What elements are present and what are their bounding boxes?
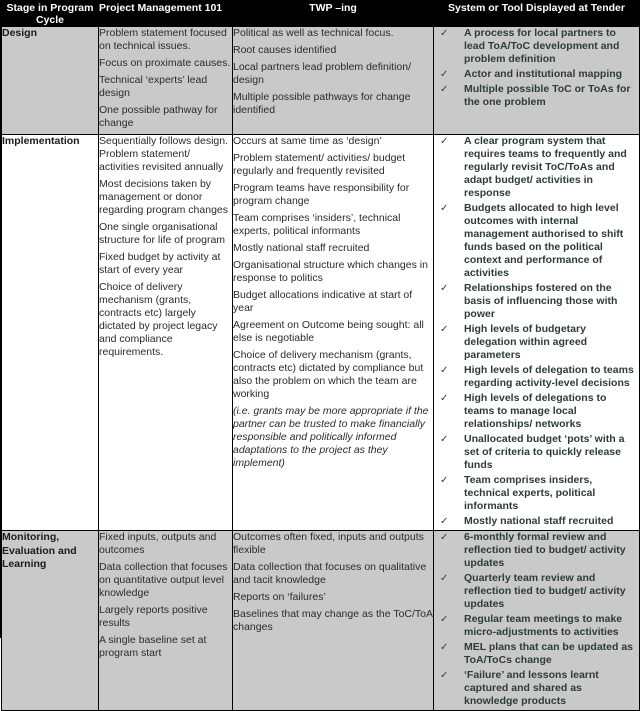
system-or-tool-cell	[434, 27, 640, 135]
list-item	[434, 474, 639, 513]
column-header-system-or-tool: System or Tool Displayed at Tender	[434, 2, 640, 27]
comparison-table	[1, 1, 640, 711]
list-item-label: Mostly national staff recruited	[464, 515, 614, 527]
system-or-tool-cell	[434, 531, 640, 711]
list-item: Technical ‘experts’ lead design	[99, 74, 208, 99]
list-item: Choice of delivery mechanism (grants, contracts etc) dictated by compliance but also the problem on which the team are working	[233, 349, 424, 400]
list-item	[434, 202, 639, 280]
list-item	[434, 68, 639, 81]
list-item-label: Budgets allocated to high level outcomes with internal management authorised to shift funds based on the political context and performance of activities	[464, 202, 624, 279]
twp-cell	[233, 27, 434, 135]
check-icon: ✓	[440, 283, 449, 294]
stage-cell: Implementation	[2, 135, 99, 531]
list-item	[434, 613, 639, 639]
list-item-label: Team comprises insiders, technical experts, political informants	[464, 474, 596, 512]
check-icon: ✓	[440, 365, 449, 376]
twp-cell	[233, 135, 434, 531]
list-item: Problem statement focused on technical issues.	[99, 27, 227, 52]
list-item: Fixed inputs, outputs and outcomes	[99, 531, 217, 556]
list-item: Largely reports positive results	[99, 604, 208, 629]
list-item	[434, 433, 639, 472]
check-icon: ✓	[440, 434, 449, 445]
twp-list	[233, 135, 433, 470]
table-row	[2, 135, 640, 531]
list-item: Local partners lead problem definition/ design	[233, 61, 412, 86]
project-management-list	[99, 135, 232, 359]
stage-cell: Monitoring, Evaluation and Learning	[2, 531, 99, 711]
check-icon: ✓	[440, 393, 449, 404]
list-item-label: Unallocated budget ‘pots’ with a set of criteria to quickly release funds	[464, 433, 625, 471]
list-item-label: Multiple possible ToC or ToAs for the one problem	[464, 83, 631, 108]
list-item	[434, 515, 639, 528]
list-item	[434, 364, 639, 390]
list-item: Budget allocations indicative at start of year	[233, 289, 413, 314]
list-item-label: A process for local partners to lead ToA/ToC development and problem definition	[464, 27, 620, 65]
check-icon: ✓	[440, 28, 449, 39]
project-management-list	[99, 531, 232, 660]
twp-list	[233, 27, 433, 117]
list-item: Fixed budget by activity at start of every year	[99, 251, 221, 276]
twp-list	[233, 531, 433, 634]
twp-italic-note: (i.e. grants may be more appropriate if the partner can be trusted to make financially responsible and politically informed adaptations to the project as they implement)	[233, 405, 429, 469]
column-header-twp: TWP –ing	[233, 2, 434, 27]
list-item-label: Quarterly team review and reflection tied to budget/ activity updates	[464, 572, 626, 610]
check-icon: ✓	[440, 614, 449, 625]
project-management-cell	[99, 135, 233, 531]
list-item-label: High levels of delegation to teams regarding activity-level decisions	[464, 364, 634, 389]
header-row	[2, 2, 640, 27]
column-header-project-management: Project Management 101	[99, 2, 233, 27]
list-item: Political as well as technical focus.	[233, 27, 394, 39]
list-item: Data collection that focuses on qualitative and tacit knowledge	[233, 561, 427, 586]
list-item-label: A clear program system that requires teams to frequently and regularly revisit ToC/ToAs and adapt budget/ activities in response	[464, 135, 627, 199]
list-item: Multiple possible pathways for change identified	[233, 91, 411, 116]
column-header-stage	[2, 2, 99, 27]
list-item-label: Regular team meetings to make micro-adjustments to activities	[464, 613, 623, 638]
table-row	[2, 531, 640, 711]
column-header-stage-line1: Stage in Program	[6, 2, 94, 14]
list-item: Most decisions taken by management or donor regarding program changes	[99, 178, 228, 216]
check-icon: ✓	[440, 573, 449, 584]
list-item: Team comprises ‘insiders’, technical experts, political informants	[233, 212, 401, 237]
list-item: Problem statement/ activities/ budget regularly and frequently revisited	[233, 152, 406, 177]
list-item	[434, 27, 639, 66]
stage-cell: Design	[2, 27, 99, 135]
list-item: Organisational structure which changes in response to politics	[233, 259, 428, 284]
check-icon: ✓	[440, 84, 449, 95]
check-icon: ✓	[440, 516, 449, 527]
table-header	[2, 2, 640, 27]
project-management-list	[99, 27, 232, 130]
list-item: Occurs at same time as ‘design’	[233, 135, 382, 147]
list-item: Choice of delivery mechanism (grants, contracts etc) largely dictated by project legacy and compliance requirements.	[99, 281, 218, 358]
list-item: Focus on proximate causes.	[99, 57, 231, 69]
list-item-label: Actor and institutional mapping	[464, 68, 623, 80]
twp-cell	[233, 531, 434, 711]
list-item-label: High levels of delegations to teams to manage local relationships/ networks	[464, 392, 607, 430]
list-item	[434, 531, 639, 570]
table-body	[2, 27, 640, 711]
list-item: Sequentially follows design. Problem statement/ activities revisited annually	[99, 135, 228, 173]
check-icon: ✓	[440, 203, 449, 214]
list-item-label: Relationships fostered on the basis of influencing those with power	[464, 282, 618, 320]
list-item-label: ‘Failure’ and lessons learnt captured and shared as knowledge products	[464, 669, 599, 707]
list-item	[434, 135, 639, 200]
check-icon: ✓	[440, 69, 449, 80]
check-icon: ✓	[440, 324, 449, 335]
list-item-label: 6-monthly formal review and reflection tied to budget/ activity updates	[464, 531, 626, 569]
project-management-cell	[99, 531, 233, 711]
list-item: Baselines that may change as the ToC/ToA changes	[233, 608, 433, 633]
list-item: Outcomes often fixed, inputs and outputs flexible	[233, 531, 424, 556]
project-management-cell	[99, 27, 233, 135]
check-icon: ✓	[440, 136, 449, 147]
system-or-tool-cell	[434, 135, 640, 531]
list-item	[434, 669, 639, 708]
check-icon: ✓	[440, 670, 449, 681]
list-item	[434, 282, 639, 321]
list-item	[434, 392, 639, 431]
list-item: Program teams have responsibility for program change	[233, 182, 410, 207]
list-item	[434, 323, 639, 362]
check-icon: ✓	[440, 475, 449, 486]
list-item: Mostly national staff recruited	[233, 242, 370, 254]
list-item: Reports on ‘failures’	[233, 591, 326, 603]
system-or-tool-list	[434, 531, 639, 708]
list-item: Agreement on Outcome being sought: all else is negotiable	[233, 319, 424, 344]
list-item-label: MEL plans that can be updated as ToA/ToCs change	[464, 641, 634, 666]
list-item: Root causes identified	[233, 44, 337, 56]
list-item: Data collection that focuses on quantitative output level knowledge	[99, 561, 228, 599]
check-icon: ✓	[440, 642, 449, 653]
list-item	[434, 83, 639, 109]
list-item: One possible pathway for change	[99, 104, 218, 129]
list-item-label: High levels of budgetary delegation within agreed parameters	[464, 323, 588, 361]
column-header-stage-line2: Cycle	[35, 14, 65, 26]
list-item	[434, 641, 639, 667]
check-icon: ✓	[440, 532, 449, 543]
list-item: A single baseline set at program start	[99, 634, 207, 659]
system-or-tool-list	[434, 27, 639, 109]
table-row	[2, 27, 640, 135]
list-item	[434, 572, 639, 611]
list-item: One single organisational structure for life of program	[99, 221, 226, 246]
system-or-tool-list	[434, 135, 639, 528]
